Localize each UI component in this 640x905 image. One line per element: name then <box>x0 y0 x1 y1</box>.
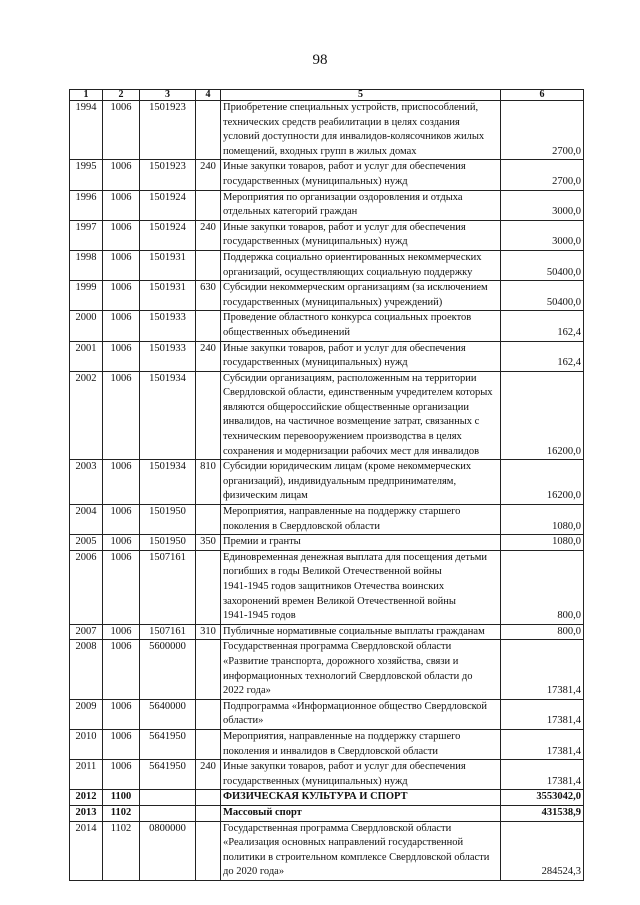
description-cell <box>221 220 501 250</box>
target-code-cell: 1501933 <box>140 311 196 341</box>
amount-cell: 16200,0 <box>501 371 584 460</box>
description-line: захоронений времен Великой Отечественной войны <box>223 595 456 607</box>
description-line: погибших в годы Великой Отечественной войны <box>223 566 442 578</box>
table-row <box>70 535 584 551</box>
row-number-cell: 2014 <box>70 821 103 880</box>
amount-cell: 284524,3 <box>501 821 584 880</box>
description-cell <box>221 341 501 371</box>
description-line: Подпрограмма «Информационное общество Свердловской <box>223 700 488 712</box>
amount-cell: 2700,0 <box>501 160 584 190</box>
table-row <box>70 760 584 790</box>
description-line: Государственная программа Свердловской области <box>223 822 452 834</box>
expense-type-cell: 350 <box>196 535 221 551</box>
target-code-cell: 1501933 <box>140 341 196 371</box>
target-code-cell: 1501934 <box>140 371 196 460</box>
section-code-cell: 1006 <box>103 250 140 280</box>
target-code-cell: 1501934 <box>140 460 196 505</box>
header-col-3: 3 <box>140 90 196 101</box>
table-row <box>70 190 584 220</box>
row-number-cell: 2003 <box>70 460 103 505</box>
description-cell <box>221 281 501 311</box>
description-line: Государственная программа Свердловской области <box>223 641 452 653</box>
section-code-cell: 1006 <box>103 341 140 371</box>
row-number-cell: 1998 <box>70 250 103 280</box>
table-row <box>70 460 584 505</box>
header-row <box>70 90 584 101</box>
expense-type-cell <box>196 550 221 624</box>
row-number-cell: 1999 <box>70 281 103 311</box>
target-code-cell: 1501923 <box>140 160 196 190</box>
description-cell <box>221 311 501 341</box>
amount-cell: 50400,0 <box>501 250 584 280</box>
expense-type-cell: 630 <box>196 281 221 311</box>
target-code-cell: 1501931 <box>140 281 196 311</box>
description-cell <box>221 250 501 280</box>
row-number-cell: 2000 <box>70 311 103 341</box>
description-line: Единовременная денежная выплата для посещения детьми <box>223 551 488 563</box>
amount-cell: 17381,4 <box>501 729 584 759</box>
section-code-cell: 1102 <box>103 805 140 821</box>
target-code-cell <box>140 805 196 821</box>
expense-type-cell <box>196 371 221 460</box>
table-row <box>70 805 584 821</box>
table-row <box>70 101 584 160</box>
section-code-cell: 1006 <box>103 460 140 505</box>
expense-type-cell <box>196 790 221 806</box>
amount-cell: 1080,0 <box>501 535 584 551</box>
amount-cell: 431538,9 <box>501 805 584 821</box>
table-body <box>70 101 584 881</box>
description-line: ФИЗИЧЕСКАЯ КУЛЬТУРА И СПОРТ <box>223 791 408 803</box>
row-number-cell: 1996 <box>70 190 103 220</box>
table-row <box>70 341 584 371</box>
amount-cell: 16200,0 <box>501 460 584 505</box>
target-code-cell: 1501950 <box>140 535 196 551</box>
description-line: являются общероссийские общественные организации <box>223 401 469 413</box>
expense-type-cell <box>196 311 221 341</box>
description-line: до 2020 года» <box>223 866 285 878</box>
description-line: Премии и гранты <box>223 536 301 548</box>
amount-cell: 162,4 <box>501 311 584 341</box>
description-line: Свердловской области, единственным учредителем которых <box>223 387 493 399</box>
amount-cell: 800,0 <box>501 550 584 624</box>
page-number: 98 <box>312 52 328 68</box>
description-line: государственных (муниципальных) нужд <box>223 236 408 248</box>
description-line: 2022 года» <box>223 685 271 697</box>
description-line: Мероприятия по организации оздоровления и отдыха <box>223 191 463 203</box>
description-line: политики в строительном комплексе Свердловской области <box>223 851 490 863</box>
target-code-cell: 1507161 <box>140 550 196 624</box>
table-row <box>70 699 584 729</box>
description-cell <box>221 729 501 759</box>
row-number-cell: 2009 <box>70 699 103 729</box>
description-cell <box>221 550 501 624</box>
description-line: Иные закупки товаров, работ и услуг для обеспечения <box>223 342 466 354</box>
expense-type-cell <box>196 250 221 280</box>
expense-type-cell <box>196 640 221 699</box>
amount-cell: 3000,0 <box>501 190 584 220</box>
expense-type-cell <box>196 190 221 220</box>
target-code-cell <box>140 790 196 806</box>
description-line: организаций), индивидуальным предпринимателям, <box>223 475 457 487</box>
row-number-cell: 2011 <box>70 760 103 790</box>
section-code-cell: 1006 <box>103 535 140 551</box>
expense-type-cell: 810 <box>196 460 221 505</box>
expense-type-cell: 240 <box>196 160 221 190</box>
row-number-cell: 2001 <box>70 341 103 371</box>
table-row <box>70 550 584 624</box>
section-code-cell: 1006 <box>103 729 140 759</box>
description-cell <box>221 699 501 729</box>
description-line: государственных (муниципальных) нужд <box>223 357 408 369</box>
expense-type-cell <box>196 505 221 535</box>
amount-cell: 50400,0 <box>501 281 584 311</box>
table-row <box>70 624 584 640</box>
description-cell <box>221 101 501 160</box>
description-line: Субсидии юридическим лицам (кроме некоммерческих <box>223 461 472 473</box>
description-line: «Развитие транспорта, дорожного хозяйства, связи и <box>223 655 459 667</box>
table-row <box>70 311 584 341</box>
description-cell <box>221 460 501 505</box>
row-number-cell: 1997 <box>70 220 103 250</box>
table-row <box>70 220 584 250</box>
amount-cell: 2700,0 <box>501 101 584 160</box>
section-code-cell: 1006 <box>103 505 140 535</box>
description-line: Поддержка социально ориентированных некоммерческих <box>223 251 482 263</box>
description-line: поколения и инвалидов в Свердловской области <box>223 745 439 757</box>
description-cell <box>221 640 501 699</box>
description-line: физическим лицам <box>223 490 308 502</box>
description-line: Приобретение специальных устройств, приспособлений, <box>223 102 479 113</box>
description-cell <box>221 160 501 190</box>
description-cell <box>221 190 501 220</box>
amount-cell: 17381,4 <box>501 640 584 699</box>
description-line: Мероприятия, направленные на поддержку старшего <box>223 730 461 742</box>
expense-type-cell <box>196 729 221 759</box>
row-number-cell: 2004 <box>70 505 103 535</box>
description-line: Иные закупки товаров, работ и услуг для обеспечения <box>223 221 466 233</box>
section-code-cell: 1100 <box>103 790 140 806</box>
section-code-cell: 1006 <box>103 160 140 190</box>
row-number-cell: 1994 <box>70 101 103 160</box>
target-code-cell: 0800000 <box>140 821 196 880</box>
expense-type-cell: 240 <box>196 341 221 371</box>
description-line: государственных (муниципальных) нужд <box>223 775 408 787</box>
expense-type-cell: 310 <box>196 624 221 640</box>
target-code-cell: 5641950 <box>140 760 196 790</box>
target-code-cell: 1507161 <box>140 624 196 640</box>
description-cell <box>221 371 501 460</box>
description-cell <box>221 805 501 821</box>
description-line: условий доступности для инвалидов-колясочников жилых <box>223 131 485 143</box>
table-row <box>70 729 584 759</box>
description-line: «Реализация основных направлений государственной <box>223 837 464 849</box>
amount-cell: 17381,4 <box>501 760 584 790</box>
amount-cell: 1080,0 <box>501 505 584 535</box>
description-line: Субсидии организациям, расположенным на территории <box>223 372 477 384</box>
description-line: Иные закупки товаров, работ и услуг для обеспечения <box>223 761 466 773</box>
header-col-1: 1 <box>70 90 103 101</box>
row-number-cell: 2006 <box>70 550 103 624</box>
amount-cell: 800,0 <box>501 624 584 640</box>
target-code-cell: 1501950 <box>140 505 196 535</box>
description-line: государственных (муниципальных) учреждений) <box>223 296 443 308</box>
section-code-cell: 1006 <box>103 281 140 311</box>
description-line: Мероприятия, направленные на поддержку старшего <box>223 506 461 518</box>
expense-type-cell <box>196 699 221 729</box>
description-line: поколения в Свердловской области <box>223 520 380 532</box>
row-number-cell: 2002 <box>70 371 103 460</box>
table-row <box>70 505 584 535</box>
description-cell <box>221 535 501 551</box>
description-line: Иные закупки товаров, работ и услуг для обеспечения <box>223 161 466 173</box>
description-line: Проведение областного конкурса социальных проектов <box>223 312 472 324</box>
table-row <box>70 250 584 280</box>
expense-type-cell: 240 <box>196 760 221 790</box>
table-header <box>70 90 584 101</box>
target-code-cell: 5640000 <box>140 699 196 729</box>
header-col-5: 5 <box>221 90 501 101</box>
section-code-cell: 1006 <box>103 760 140 790</box>
description-cell <box>221 505 501 535</box>
target-code-cell: 1501924 <box>140 190 196 220</box>
description-line: отдельных категорий граждан <box>223 206 358 218</box>
expense-type-cell <box>196 101 221 160</box>
section-code-cell: 1006 <box>103 624 140 640</box>
description-line: организаций, осуществляющих социальную поддержку <box>223 266 473 278</box>
description-line: Массовый спорт <box>223 806 302 818</box>
description-line: техническим перевооружением производства в целях <box>223 431 462 443</box>
description-line: Субсидии некоммерческим организациям (за исключением <box>223 282 488 294</box>
expense-type-cell <box>196 805 221 821</box>
description-line: общественных объединений <box>223 326 350 338</box>
table-row <box>70 371 584 460</box>
section-code-cell: 1006 <box>103 640 140 699</box>
target-code-cell: 5600000 <box>140 640 196 699</box>
description-line: области» <box>223 715 264 727</box>
table-row <box>70 790 584 806</box>
header-col-2: 2 <box>103 90 140 101</box>
description-cell <box>221 821 501 880</box>
section-code-cell: 1006 <box>103 550 140 624</box>
section-code-cell: 1006 <box>103 220 140 250</box>
description-line: инвалидов, на частичное возмещение затрат, связанных с <box>223 416 480 428</box>
description-line: технических средств реабилитации в целях создания <box>223 116 460 128</box>
row-number-cell: 2010 <box>70 729 103 759</box>
header-col-6: 6 <box>501 90 584 101</box>
header-col-4: 4 <box>196 90 221 101</box>
amount-cell: 3000,0 <box>501 220 584 250</box>
description-line: помещений, входных групп в жилых домах <box>223 145 417 157</box>
target-code-cell: 5641950 <box>140 729 196 759</box>
target-code-cell: 1501931 <box>140 250 196 280</box>
section-code-cell: 1102 <box>103 821 140 880</box>
table-row <box>70 640 584 699</box>
description-line: Публичные нормативные социальные выплаты гражданам <box>223 625 485 637</box>
amount-cell: 17381,4 <box>501 699 584 729</box>
target-code-cell: 1501924 <box>140 220 196 250</box>
table-row <box>70 821 584 880</box>
table-row <box>70 281 584 311</box>
description-line: 1941-1945 годов защитников Отечества воинских <box>223 581 445 592</box>
expense-type-cell: 240 <box>196 220 221 250</box>
row-number-cell: 1995 <box>70 160 103 190</box>
description-cell <box>221 760 501 790</box>
description-line: сохранения и модернизации рабочих мест для инвалидов <box>223 445 480 457</box>
expense-type-cell <box>196 821 221 880</box>
row-number-cell: 2005 <box>70 535 103 551</box>
row-number-cell: 2008 <box>70 640 103 699</box>
description-cell <box>221 790 501 806</box>
section-code-cell: 1006 <box>103 101 140 160</box>
row-number-cell: 2007 <box>70 624 103 640</box>
description-cell <box>221 624 501 640</box>
section-code-cell: 1006 <box>103 190 140 220</box>
row-number-cell: 2012 <box>70 790 103 806</box>
description-line: информационных технологий Свердловской области до <box>223 670 473 682</box>
row-number-cell: 2013 <box>70 805 103 821</box>
amount-cell: 3553042,0 <box>501 790 584 806</box>
section-code-cell: 1006 <box>103 699 140 729</box>
table-row <box>70 160 584 190</box>
budget-table <box>69 89 584 881</box>
target-code-cell: 1501923 <box>140 101 196 160</box>
description-line: государственных (муниципальных) нужд <box>223 175 408 187</box>
section-code-cell: 1006 <box>103 311 140 341</box>
amount-cell: 162,4 <box>501 341 584 371</box>
description-line: 1941-1945 годов <box>223 610 296 622</box>
section-code-cell: 1006 <box>103 371 140 460</box>
